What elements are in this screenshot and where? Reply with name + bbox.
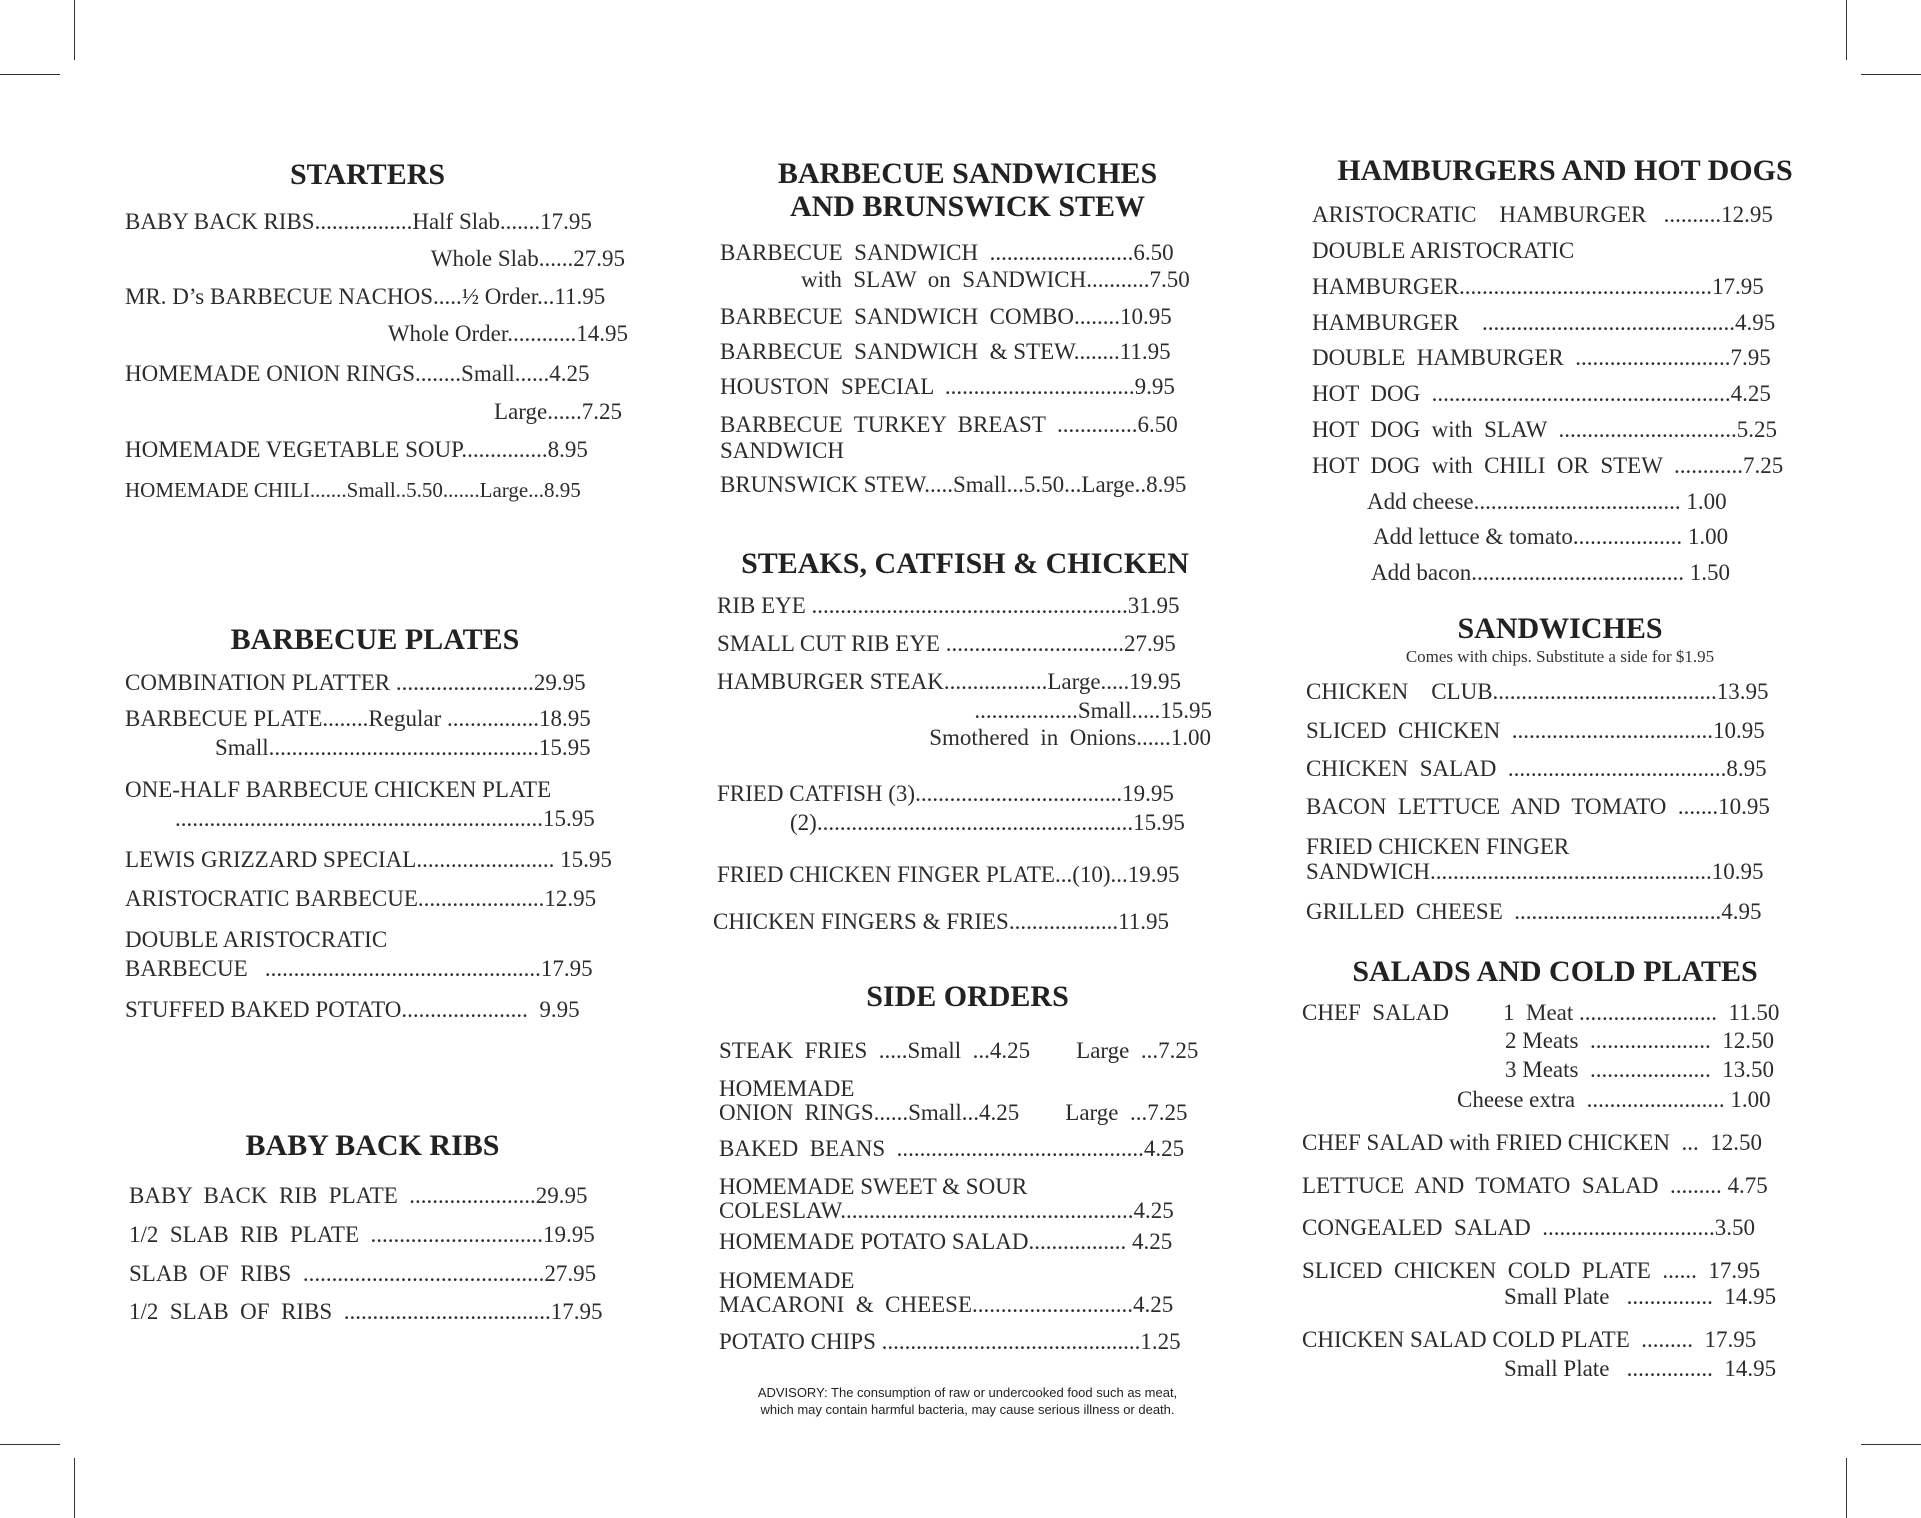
menu-line: HAMBURGER ............................................4.95 [1312, 310, 1776, 335]
menu-line: ..................Small.....15.95 [974, 698, 1212, 723]
menu-line: BARBECUE SANDWICH COMBO........10.95 [720, 304, 1172, 329]
menu-line: MACARONI & CHEESE............................4.25 [719, 1292, 1174, 1317]
crop-mark [1846, 1458, 1847, 1518]
menu-line: GRILLED CHEESE ....................................4.95 [1306, 899, 1762, 924]
section-heading: STARTERS [289, 158, 446, 191]
section-heading: HAMBURGERS AND HOT DOGS [1337, 154, 1793, 187]
menu-line: Cheese extra ........................ 1.00 [1457, 1087, 1771, 1112]
menu-line: Whole Slab......27.95 [430, 246, 625, 271]
menu-line: HOMEMADE CHILI.......Small..5.50.......Large...8.95 [125, 478, 581, 502]
menu-line: HOMEMADE VEGETABLE SOUP...............8.95 [125, 437, 588, 462]
menu-line: 1 Meat ........................ 11.50 [1503, 1000, 1780, 1025]
section-heading: BARBECUE SANDWICHES [777, 157, 1158, 190]
menu-line: CONGEALED SALAD ..............................3.50 [1302, 1215, 1755, 1240]
menu-line: Large......7.25 [494, 399, 622, 424]
menu-line: Smothered in Onions......1.00 [929, 725, 1211, 750]
section-heading: BARBECUE PLATES [230, 623, 520, 656]
advisory-line: which may contain harmful bacteria, may cause serious illness or death. [760, 1402, 1175, 1417]
menu-line: FRIED CHICKEN FINGER [1306, 834, 1570, 859]
menu-line: COLESLAW...................................................4.25 [719, 1198, 1174, 1223]
menu-line: with SLAW on SANDWICH...........7.50 [801, 267, 1190, 292]
menu-line: BRUNSWICK STEW.....Small...5.50...Large..8.95 [720, 472, 1187, 497]
menu-line: RIB EYE .......................................................31.95 [717, 593, 1180, 618]
menu-line: Add bacon..................................... 1.50 [1371, 560, 1731, 585]
crop-mark [74, 1458, 75, 1518]
menu-line: BARBECUE TURKEY BREAST ..............6.50 [720, 412, 1178, 437]
menu-line: CHEF SALAD [1302, 1000, 1449, 1025]
menu-line: SANDWICH [720, 438, 844, 463]
section-heading: SANDWICHES [1457, 612, 1663, 645]
section-heading: SIDE ORDERS [866, 980, 1069, 1013]
crop-mark [1846, 0, 1847, 60]
menu-line: BABY BACK RIB PLATE ......................29.95 [129, 1183, 588, 1208]
menu-line: HOUSTON SPECIAL .................................9.95 [720, 374, 1175, 399]
section-subtitle: Comes with chips. Substitute a side for $1.95 [1405, 647, 1715, 666]
menu-line: HOT DOG with CHILI OR STEW ............7.25 [1312, 453, 1784, 478]
menu-line: CHICKEN SALAD COLD PLATE ......... 17.95 [1302, 1327, 1757, 1352]
menu-line: SLAB OF RIBS ..........................................27.95 [129, 1261, 597, 1286]
menu-line: FRIED CATFISH (3)....................................19.95 [717, 781, 1174, 806]
section-heading: SALADS AND COLD PLATES [1352, 955, 1758, 988]
menu-line: SMALL CUT RIB EYE ...............................27.95 [717, 631, 1176, 656]
menu-line: MR. D’s BARBECUE NACHOS.....½ Order...11.95 [125, 284, 606, 309]
section-heading: AND BRUNSWICK STEW [789, 190, 1146, 223]
menu-line: ONE-HALF BARBECUE CHICKEN PLATE [125, 777, 552, 802]
menu-line: HAMBURGER STEAK..................Large.....19.95 [717, 669, 1182, 694]
menu-line: HOMEMADE [719, 1076, 855, 1101]
menu-line: COMBINATION PLATTER ........................29.95 [125, 670, 586, 695]
section-heading: BABY BACK RIBS [245, 1129, 500, 1162]
menu-line: ARISTOCRATIC BARBECUE......................12.95 [125, 886, 597, 911]
menu-line: Whole Order............14.95 [387, 321, 628, 346]
menu-line: ................................................................15.95 [175, 806, 595, 831]
menu-line: BARBECUE SANDWICH .........................6.50 [720, 240, 1174, 265]
menu-line: 1/2 SLAB RIB PLATE ..............................19.95 [129, 1222, 595, 1247]
menu-line: BARBECUE PLATE........Regular ................18.95 [125, 706, 591, 731]
menu-line: BABY BACK RIBS.................Half Slab.......17.95 [125, 209, 592, 234]
menu-line: HOT DOG ....................................................4.25 [1312, 381, 1771, 406]
menu-line: HOMEMADE SWEET & SOUR [719, 1174, 1028, 1199]
menu-line: ARISTOCRATIC HAMBURGER ..........12.95 [1312, 202, 1773, 227]
menu-line: (2).......................................................15.95 [790, 810, 1185, 835]
menu-line: Small Plate ............... 14.95 [1504, 1284, 1777, 1309]
menu-line: HOMEMADE ONION RINGS........Small......4.25 [125, 361, 590, 386]
menu-line: CHEF SALAD with FRIED CHICKEN ... 12.50 [1302, 1130, 1763, 1155]
menu-line: Add cheese.................................... 1.00 [1367, 489, 1727, 514]
crop-mark [0, 1444, 60, 1445]
menu-line: SANDWICH.................................................10.95 [1306, 859, 1764, 884]
menu-line: 1/2 SLAB OF RIBS ....................................17.95 [129, 1299, 603, 1324]
menu-line: Add lettuce & tomato................... 1.00 [1373, 524, 1729, 549]
menu-line: BACON LETTUCE AND TOMATO .......10.95 [1306, 794, 1770, 819]
menu-line: 2 Meats ..................... 12.50 [1505, 1028, 1774, 1053]
section-heading: STEAKS, CATFISH & CHICKEN [741, 547, 1189, 580]
menu-line: DOUBLE ARISTOCRATIC [1312, 238, 1575, 263]
menu-line: LEWIS GRIZZARD SPECIAL........................ 15.95 [125, 847, 612, 872]
menu-line: Small...............................................15.95 [215, 735, 591, 760]
menu-line: BAKED BEANS ...........................................4.25 [719, 1136, 1185, 1161]
menu-line: DOUBLE HAMBURGER ...........................7.95 [1312, 345, 1771, 370]
menu-line: FRIED CHICKEN FINGER PLATE...(10)...19.95 [717, 862, 1180, 887]
menu-line: HOT DOG with SLAW ...............................5.25 [1312, 417, 1777, 442]
crop-mark [0, 74, 60, 75]
menu-line: CHICKEN CLUB.......................................13.95 [1306, 679, 1769, 704]
menu-line: CHICKEN SALAD ......................................8.95 [1306, 756, 1767, 781]
menu-line: 3 Meats ..................... 13.50 [1505, 1057, 1774, 1082]
menu-line: Small Plate ............... 14.95 [1504, 1356, 1777, 1381]
menu-line: BARBECUE ................................................17.95 [125, 956, 593, 981]
menu-line: LETTUCE AND TOMATO SALAD ......... 4.75 [1302, 1173, 1768, 1198]
crop-mark [1861, 1444, 1921, 1445]
menu-line: HOMEMADE [719, 1268, 855, 1293]
menu-line: BARBECUE SANDWICH & STEW........11.95 [720, 339, 1171, 364]
crop-mark [1861, 74, 1921, 75]
menu-line: SLICED CHICKEN ...................................10.95 [1306, 718, 1765, 743]
advisory-note [700, 1384, 1235, 1418]
menu-line: STEAK FRIES .....Small ...4.25 Large ...7.25 [719, 1038, 1199, 1063]
menu-line: HOMEMADE POTATO SALAD................. 4.25 [719, 1229, 1173, 1254]
menu-line: DOUBLE ARISTOCRATIC [125, 927, 388, 952]
menu-line: POTATO CHIPS .............................................1.25 [719, 1329, 1181, 1354]
menu-line: ONION RINGS......Small...4.25 Large ...7.25 [719, 1100, 1188, 1125]
advisory-line: ADVISORY: The consumption of raw or undercooked food such as meat, [757, 1385, 1178, 1400]
crop-mark [74, 0, 75, 60]
menu-line: CHICKEN FINGERS & FRIES...................11.95 [713, 909, 1169, 934]
menu-line: HAMBURGER............................................17.95 [1312, 274, 1764, 299]
menu-line: SLICED CHICKEN COLD PLATE ...... 17.95 [1302, 1258, 1761, 1283]
menu-line: STUFFED BAKED POTATO...................... 9.95 [125, 997, 580, 1022]
